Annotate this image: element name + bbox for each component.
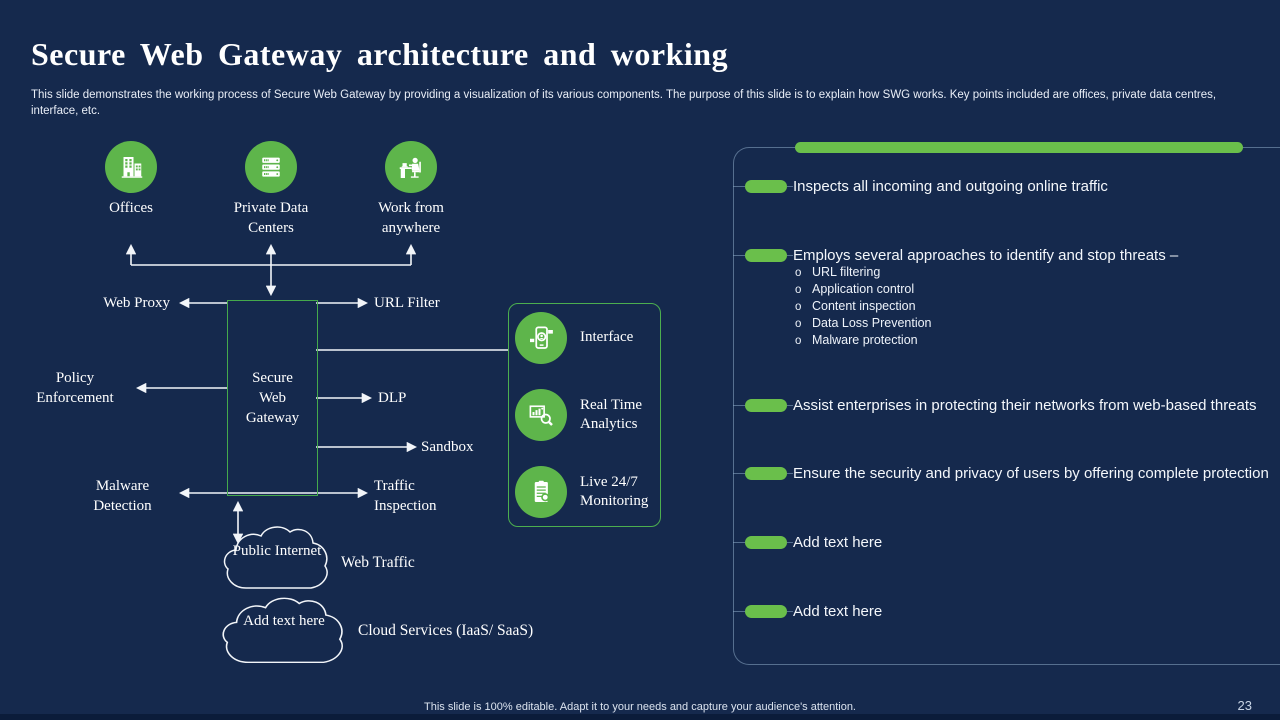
node-malware-detection: Malware Detection xyxy=(93,478,152,514)
bullet-pill xyxy=(745,605,787,618)
bullet-text: Ensure the security and privacy of users by offering complete protection xyxy=(793,464,1269,482)
secure-web-gateway-label: Secure Web Gateway xyxy=(245,369,300,427)
node-web-proxy: Web Proxy xyxy=(103,295,170,311)
sub-bullet: o Application control xyxy=(795,281,932,298)
bullet-item xyxy=(733,602,882,620)
branch-line xyxy=(733,405,745,406)
secure-web-gateway-box xyxy=(227,300,318,496)
node-offices xyxy=(61,141,201,219)
bullet-text-placeholder[interactable]: Add text here xyxy=(793,533,883,551)
branch-line xyxy=(733,186,745,187)
page-number: 23 xyxy=(1237,698,1252,713)
bullet-item xyxy=(733,177,1108,195)
node-offices-label: Offices xyxy=(109,200,153,216)
node-policy-enforcement: Policy Enforcement xyxy=(36,370,114,406)
bullet-item xyxy=(733,533,882,551)
analytics-icon xyxy=(515,389,567,441)
bullet-item xyxy=(733,246,1178,264)
service-interface xyxy=(515,312,660,364)
bottom-bar xyxy=(0,714,1280,720)
branch-line xyxy=(733,473,745,474)
offices-icon xyxy=(105,141,157,193)
sub-bullet: o Data Loss Prevention xyxy=(795,315,932,332)
node-sandbox: Sandbox xyxy=(421,439,474,455)
interface-icon xyxy=(515,312,567,364)
service-real-time-analytics xyxy=(515,389,660,441)
service-live-monitoring-label: Live 24/7 Monitoring xyxy=(580,473,649,509)
bullet-text-placeholder[interactable]: Add text here xyxy=(793,602,883,620)
branch-line xyxy=(733,255,745,256)
service-real-time-analytics-label: Real Time Analytics xyxy=(580,396,643,432)
node-work-from-anywhere-label: Work from anywhere xyxy=(378,200,444,236)
bullet-pill xyxy=(745,399,787,412)
remote-work-icon xyxy=(385,141,437,193)
bullet-item xyxy=(733,464,1269,482)
cloud-public-internet-label: Public Internet xyxy=(232,543,322,559)
bullet-text: Assist enterprises in protecting their networks from web-based threats xyxy=(793,396,1257,414)
services-panel xyxy=(508,303,661,527)
service-live-monitoring xyxy=(515,466,660,518)
bullet-text: Inspects all incoming and outgoing online traffic xyxy=(793,177,1108,195)
sub-bullet: o Content inspection xyxy=(795,298,932,315)
page-title: Secure Web Gateway architecture and working xyxy=(31,36,729,72)
bullet-text: Employs several approaches to identify and stop threats – xyxy=(793,246,1179,264)
cloud-add-text-label[interactable]: Add text here xyxy=(243,613,325,629)
panel-header-bar xyxy=(795,142,1243,153)
footer-note: This slide is 100% editable. Adapt it to your needs and capture your audience's attention. xyxy=(424,701,856,713)
branch-line xyxy=(733,611,745,612)
node-dlp: DLP xyxy=(378,390,407,406)
page-subtitle: This slide demonstrates the working process of Secure Web Gateway by providing a visualization of its various components. The purpose of this slide is to explain how SWG works. Key points included are offices, private data centres, interface, etc. xyxy=(31,89,1217,117)
cloud-services-caption: Cloud Services (IaaS/ SaaS) xyxy=(358,622,534,639)
node-private-data-centers-label: Private Data Centers xyxy=(233,200,309,236)
bullet-item xyxy=(733,396,1257,414)
data-center-icon xyxy=(245,141,297,193)
service-interface-label: Interface xyxy=(580,329,634,346)
branch-line xyxy=(733,542,745,543)
bullet-pill xyxy=(745,180,787,193)
sub-bullet: o URL filtering xyxy=(795,264,932,281)
sub-bullet: o Malware protection xyxy=(795,332,932,349)
bullet-pill xyxy=(745,536,787,549)
cloud-public-internet-caption: Web Traffic xyxy=(341,554,415,571)
node-url-filter: URL Filter xyxy=(374,295,440,311)
threat-approaches-list xyxy=(795,264,932,349)
node-private-data-centers xyxy=(201,141,341,238)
node-traffic-inspection: Traffic Inspection xyxy=(374,478,437,514)
node-work-from-anywhere xyxy=(341,141,481,238)
bullet-pill xyxy=(745,467,787,480)
bullet-pill xyxy=(745,249,787,262)
monitoring-icon xyxy=(515,466,567,518)
